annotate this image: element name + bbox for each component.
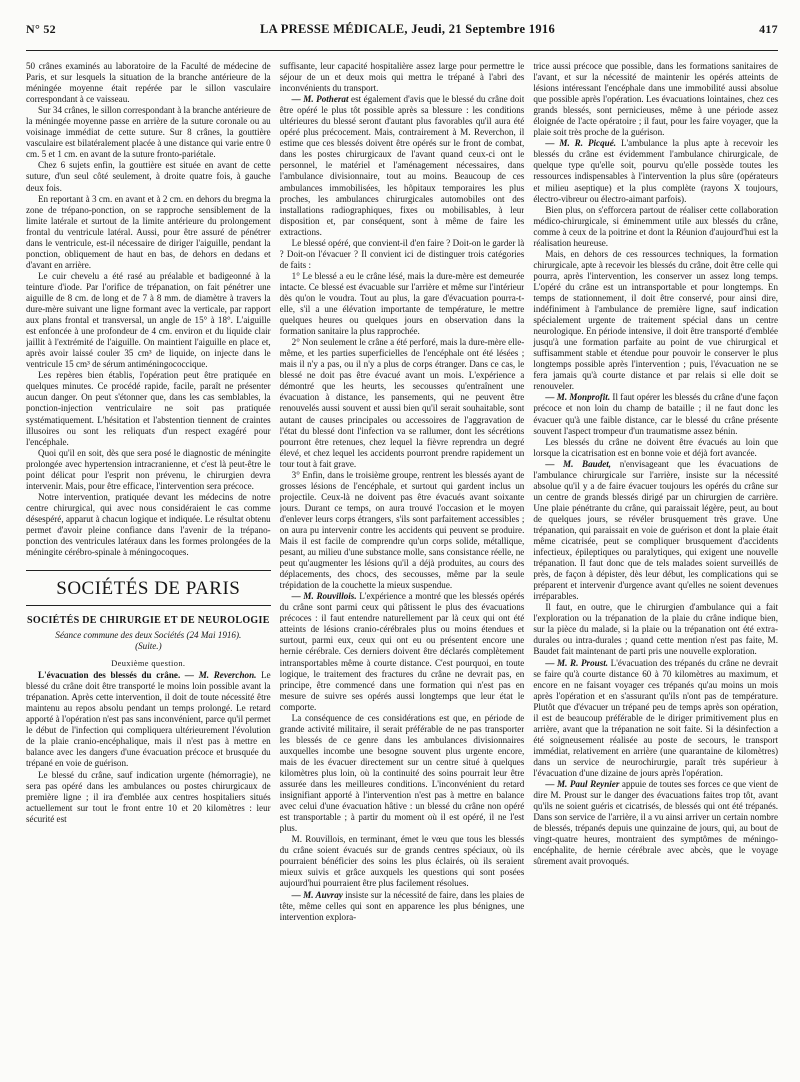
paragraph: En reportant à 3 cm. en avant et à 2 cm. en dehors du bregma la zone de trépano-ponction, on se rapproche sensiblement de la limite latérale et surtout de la limite antérieure du prolongement frontal du ventricule latéral. Aussi, pour être assuré de pénétrer dans le ventricule, est-il nécessaire de diriger l'aiguille, pendant la ponction, obliquement de haut en bas, de dehors en dedans et d'avant en arrière. [26,193,271,270]
session-info [26,630,271,652]
paragraph: 50 crânes examinés au laboratoire de la Faculté de médecine de Paris, et sur lesquels la situation de la branche antérieure de la méningée moyenne était repérée par le sillon vasculaire correspondant à ce vaisseau. [26,61,271,105]
paragraph [280,591,525,713]
section-heading: SOCIÉTÉS DE PARIS [26,570,271,606]
paragraph-text: n'envisageant que les évacuations de l'ambulance chirurgicale sur l'arrière, insiste sur la nécessité absolue qu'il y a de faire évacuer toujours les opérés du crâne sur un centre de grands blessés dirigé par un chirurgien de carrière. Une plaie pénétrante du crâne, qui paraissait légère, peut, au bout de quelques jours, se révéler brusquement très grave. Une trépanation, qui paraissait en voie de guérison et dont la plaie était même cicatrisée, peut se compliquer brusquement d'accidents infectieux, épileptiques ou paralytiques, qui exigent une nouvelle trépanation. Il faut donc que de tels malades soient surveillés de près, de façon à dépister, dès leur début, les complications qui se préparent et intervenir d'urgence avant qu'elles ne soient devenues irréparables. [533,458,779,602]
column-3 [533,61,778,1061]
paragraph [533,392,778,436]
speaker-name: — M. Baudet, [545,458,612,469]
paragraph: M. Rouvillois, en terminant, émet le vœu que tous les blessés du crâne soient évacués sur de grands centres spéciaux, où ils pourraient bénéficier des soins les plus éclairés, où ils seraient mieux suivis et grâce auxquels les questions qui sont posées aujourd'hui pourraient être plus facilement résolues. [279,834,525,889]
speaker-name: — M. R. Proust. [545,657,609,668]
paragraph [280,94,525,238]
paragraph: suffisante, leur capacité hospitalière assez large pour permettre le séjour de un et deux mois qui mettra le trépané à l'abri des inconvénients du transport. [279,61,525,94]
session-suite: (Suite.) [135,641,162,652]
paragraph: La conséquence de ces considérations est que, en période de grande activité militaire, il serait préférable de ne pas transporter les blessés de ce genre dans les ambulances divisionnaires auxquelles incombe une besogne souvent plus urgente encore, mais de les évacuer directement sur un centre situé à quelques kilomètres plus loin, où la continuité des soins pourrait leur être assurée dans les meilleures conditions. L'inconvénient du retard insignifiant apporté à l'intervention n'est pas à mettre en balance avec celui d'une évacuation hâtive : un blessé du crâne non opéré est transportable ; à partir du moment où il est opéré, il ne l'est plus. [279,712,525,834]
article-columns [26,61,778,1061]
society-title: SOCIÉTÉS DE CHIRURGIE ET DE NEUROLOGIE [27,615,270,627]
paragraph [533,779,778,867]
paragraph: Les blessés du crâne ne doivent être évacués au loin que lorsque la cicatrisation est en bonne voie et déjà fort avancée. [533,436,779,458]
paragraph: 1° Le blessé a eu le crâne lésé, mais la dure-mère est demeurée intacte. Ce blessé est évacuable sur l'arrière et même sur l'intérieur dès qu'on le voudra. Tout au plus, la gare d'évacuation pourra-t-elle, s'il a une élévation importante de température, le mettre quelques heures ou quelques jours en observation dans la formation sanitaire la plus rapprochée. [279,270,525,337]
speaker-name: — M. Monprofit. [545,392,611,403]
paragraph-text: L'évacuation des trépanés du crâne ne devrait se faire qu'à courte distance 60 à 70 kilomètres au maximum, et encore en ne faisant voyager ces trépanés qu'au moins un mois après l'opération et en s'assurant qu'ils n'ont pas de température. Plutôt que d'évacuer un trépané peu de temps après son opération, il est de beaucoup préférable de le diriger primitivement plus en arrière, avant que la trépanation ne soit faite. Si la désinfection a été soigneusement réalisée au poste de secours, le transport immédiat, relativement en arrière (une quarantaine de kilomètres) dans un service de neurochirurgie, paraît très supérieur à l'évacuation d'une dizaine de jours après l'opération. [533,657,779,778]
paragraph-text: Il faut opérer les blessés du crâne d'une façon précoce et non loin du champ de bataille ; il ne faut donc les évacuer qu'à une faible distance, car le blessé du crâne présente souvent l'aspect trompeur d'un traumatisme assez bénin. [533,392,779,436]
page-header [26,0,778,51]
issue-number: N° 52 [26,22,56,36]
paragraph: Notre intervention, pratiquée devant les médecins de notre centre chirurgical, qui avec nous considéraient le cas comme désespéré, apparut à chacun logique et indiquée. Le résultat obtenu permet d'avoir pleine confiance dans l'avenir de la trépano-ponction des ventricules latéraux dans les formes prolongées de la méningite cérébro-spinale à méningocoques. [26,491,271,558]
column-1 [26,61,271,1061]
paragraph: 3° Enfin, dans le troisième groupe, rentrent les blessés ayant de grosses lésions de l'encéphale, et surtout qui gardent inclus un projectile. Ceux-là ne doivent pas être évacués avant soixante jours. Durant ce temps, on aura trouvé l'occasion et le moyen d'enlever leurs corps étrangers, s'ils sont parfaitement accessibles ; on aura pu intervenir contre les accidents qui peuvent se produire. Mais il est facile de comprendre qu'un corps solide, métallique, pesant, au milieu d'une substance molle, sans consistance réelle, ne peut qu'augmenter les lésions qu'il a déjà produites, au cours des déplacements, des chocs, des secousses, même par la seule trépidation de la couchette la mieux suspendue. [279,469,525,591]
paragraph [26,670,271,769]
paragraph-text: L'expérience a montré que les blessés opérés du crâne sont parmi ceux qui pâtissent le plus des évacuations précoces : il faut entendre naturellement par là ceux qui ont été atteints de lésions cranio-cérébrales plus ou moins étendues et surtout, parmi eux, ceux qui ont eu ou présentent encore une hernie cérébrale. Ces derniers doivent être déclarés complètement intransportables même à courte distance. C'est pourquoi, en toute logique, le traitement des fractures du crâne ne devrait pas, en principe, être commencé dans une formation qui n'est pas en mesure de suivre ses opérés aussi longtemps que leur état le comporte. [279,591,525,712]
paragraph: Quoi qu'il en soit, dès que sera posé le diagnostic de méningite prolongée avec hypertension intracranienne, et c'est là peut-être le point délicat pour l'esprit non prévenu, le chirurgien devra intervenir. Mais, pour être efficace, l'intervention sera précoce. [26,447,271,491]
speaker-name: — M. Potherat [291,94,349,105]
paragraph: Mais, en dehors de ces ressources techniques, la formation chirurgicale, apte à recevoir les blessés du crâne, doit être celle qui pourra, après l'intervention, les conserver un assez long temps. L'opéré du crâne est un intransportable et pour longtemps. En temps de stationnement, il doit être conservé, pour ainsi dire, indéfiniment à l'ambulance de première ligne, sauf indication spécialement urgente de traitement spécial dans un centre neurologique. En période intensive, il doit être transporté d'emblée jusqu'à une formation parfaite au point de vue chirurgical et suffisamment stable et étendue pour pouvoir le conserver le plus longtemps possible après l'intervention ; puis, l'évacuation ne se fera jamais qu'à courte distance et par relais si elle doit se renouveler. [533,248,779,392]
paragraph: Chez 6 sujets enfin, la gouttière est située en avant de cette suture, d'un seul côté seulement, à droite quatre fois, à gauche deux fois. [26,160,271,193]
paragraph-text: insiste sur la nécessité de faire, dans les plaies de tête, même celles qui sont en apparence les plus bénignes, une intervention explora- [279,889,525,922]
paragraph [533,658,778,780]
paragraph: 2° Non seulement le crâne a été perforé, mais la dure-mère elle-même, et les parties superficielles de l'encéphale ont été lésées ; mais il n'y a pas, ou il n'y a plus de corps étranger. Dans ce cas, le blessé ne doit pas être évacué avant un mois. L'expérience a démontré que les heurts, les secousses qu'entraînent une évacuation à distance, les pansements, qui ne peuvent être renouvelés aussi souvent et aussi bien qu'il serait souhaitable, sont autant de causes principales ou accessoires de l'aggravation de l'état du blessé dont l'infection va se rallumer, dont les sécrétions pourront être retenues, chez lequel la fièvre reprendra un degré élevé, et chez lequel les accidents pourront prendre rapidement un tour tout à fait grave. [279,337,525,469]
paragraph [533,138,778,204]
paragraph: Les repères bien établis, l'opération peut être pratiquée en quelques minutes. Ce procédé rapide, facile, paraît ne présenter aucun danger. On peut s'étonner que, dans les cas semblables, la ponction-injection ventriculaire ne soit pas pratiquée systématiquement. L'hésitation et l'abstention tiennent de craintes illusoires ou sont les reliquats d'un respect exagéré pour l'encéphale. [26,370,271,447]
paragraph: Il faut, en outre, que le chirurgien d'ambulance qui a fait l'exploration ou la trépanation de la plaie du crâne indique bien, sur la pièce du malade, si la plaie ou la trépanation ont été extra-durales ou intra-durales ; quand cette mention n'est pas faite, M. Baudet fait maintenant de parti pris une nouvelle exploration. [533,602,779,657]
speaker-name: — M. Auvray [291,889,343,900]
speaker-name: — M. Rouvillois. [291,591,357,602]
paragraph-text: L'ambulance la plus apte à recevoir les blessés du crâne est évidemment l'ambulance chirurgicale, de quelque type qu'elle soit, pourvu qu'elle possède toutes les ressources indispensables à l'intervention la plus sûre (opérateurs et milieu aseptique) et la plus complète (rayons X toujours, électro-vibreur ou électro-aimant parfois). [533,138,779,204]
paragraph: Le blessé opéré, que convient-il d'en faire ? Doit-on le garder là ? Doit-on l'évacuer ? Il convient ici de distinguer trois catégories de faits : [279,237,525,270]
question-title: L'évacuation des blessés du crâne. [38,670,181,681]
paragraph: Bien plus, on s'efforcera partout de réaliser cette collaboration médico-chirurgicale, si éminemment utile aux blessés du crâne, comme à ceux de la poitrine et dont la Réunion d'aujourd'hui est la réalisation heureuse. [533,204,779,248]
speaker-name: — M. Paul Reynier [545,779,620,790]
paragraph [280,890,525,923]
column-2 [280,61,525,1061]
paragraph: trice aussi précoce que possible, dans les formations sanitaires de l'avant, et sur la nécessité de maintenir les opérés atteints de lésions intéressant l'encéphale dans une immobilité aussi absolue que possible après l'opération. Les évacuations lointaines, chez ces grands blessés, sont pernicieuses, même à une période assez éloignée de l'acte opératoire ; il faut, pour les faire voyager, que la plaie soit très proche de la guérison. [533,61,779,138]
speaker-name: — M. Reverchon. [184,670,257,681]
question-label: Deuxième question. [111,659,186,669]
paragraph: Sur 34 crânes, le sillon correspondant à la branche antérieure de la méningée moyenne passe en arrière de la suture coronale ou au voisinage immédiat de cette suture. Sur 8 crânes, la gouttière vasculaire est bilatéralement placée à une distance qui varie entre 0 cm. 5 et 1 cm. en avant de la suture fronto-pariétale. [26,105,271,160]
paragraph [533,459,778,603]
page-number: 417 [759,22,778,36]
speaker-name: — M. R. Picqué. [545,138,617,149]
paragraph-text: est également d'avis que le blessé du crâne doit être opéré le plus tôt possible après sa blessure : les conditions ultérieures du blessé seront d'autant plus favorables qu'il aura été opéré plus précocement. Mais, contrairement à M. Reverchon, il estime que ces blessés doivent être opérés sur le front de combat, dans les postes chirurgicaux de l'avant quand ceux-ci ont le personnel, le matériel et l'aménagement nécessaires, dans l'ambulance divisionnaire, tout au moins. Beaucoup de ces ambulances immobilisées, les hôpitaux temporaires les plus proches, les ambulances chirurgicales automobiles ont des installations radiographiques, fixes ou mobilisables, à leur disposition et, par conséquent, sont à même de faire les extractions. [279,94,525,237]
paragraph: Le cuir chevelu a été rasé au préalable et badigeonné à la teinture d'iode. Par l'orifice de trépanation, on fait pénétrer une aiguille de 8 cm. de long et de 7 à 8 mm. de diamètre à travers la dure-mère suivant une ligne formant avec la verticale, par rapport aux plans frontal et transversal, un angle de 15° à 18°. L'aiguille est enfoncée à une profondeur de 4 cm. environ et du liquide clair jaillit à l'extrémité de l'aiguille. On maintient l'aiguille en place et, après avoir laissé couler 35 cm³ de liquide, on injecte dans le ventricule 15 cm³ de sérum antiméningococcique. [26,270,271,370]
paragraph-text: Le blessé du crâne doit être transporté le moins loin possible avant la trépanation. Après cette intervention, il doit de toute nécessité être maintenu au repos absolu pendant un temps prolongé. Le retard apporté à l'opération n'est pas sans inconvénient, parce qu'il permet le début de l'infection qui compliquera ultérieurement l'évolution de la plaie cranio-encéphalique, mais il n'est pas à mettre en balance avec les dangers d'une évacuation précoce et brusquée du trépané en voie de guérison. [26,670,271,769]
paragraph-text: appuie de toutes ses forces ce que vient de dire M. Proust sur le danger des évacuations faites trop tôt, avant qu'ils ne soient guéris et cicatrisés, de blessés qui ont été trépanés. Dans son service de l'arrière, il a vu ainsi arriver un certain nombre de blessés, trépanés depuis une quinzaine de jours, qui, au bout de vingt-quatre heures, montraient des symptômes de méningo-encéphalite, de hernie cérébrale avec abcès, que le voyage sûrement avait provoqués. [533,779,779,867]
journal-title: LA PRESSE MÉDICALE, Jeudi, 21 Septembre 1916 [260,22,555,36]
paragraph: Le blessé du crâne, sauf indication urgente (hémorragie), ne sera pas opéré dans les ambulances ou postes chirurgicaux de première ligne ; il ira d'emblée aux centres hospitaliers situés actuellement sur tout le front entre 10 et 20 kilomètres : leur sécurité est [26,769,271,824]
session-date: Séance commune des deux Sociétés (24 Mai 1916). [55,630,242,641]
